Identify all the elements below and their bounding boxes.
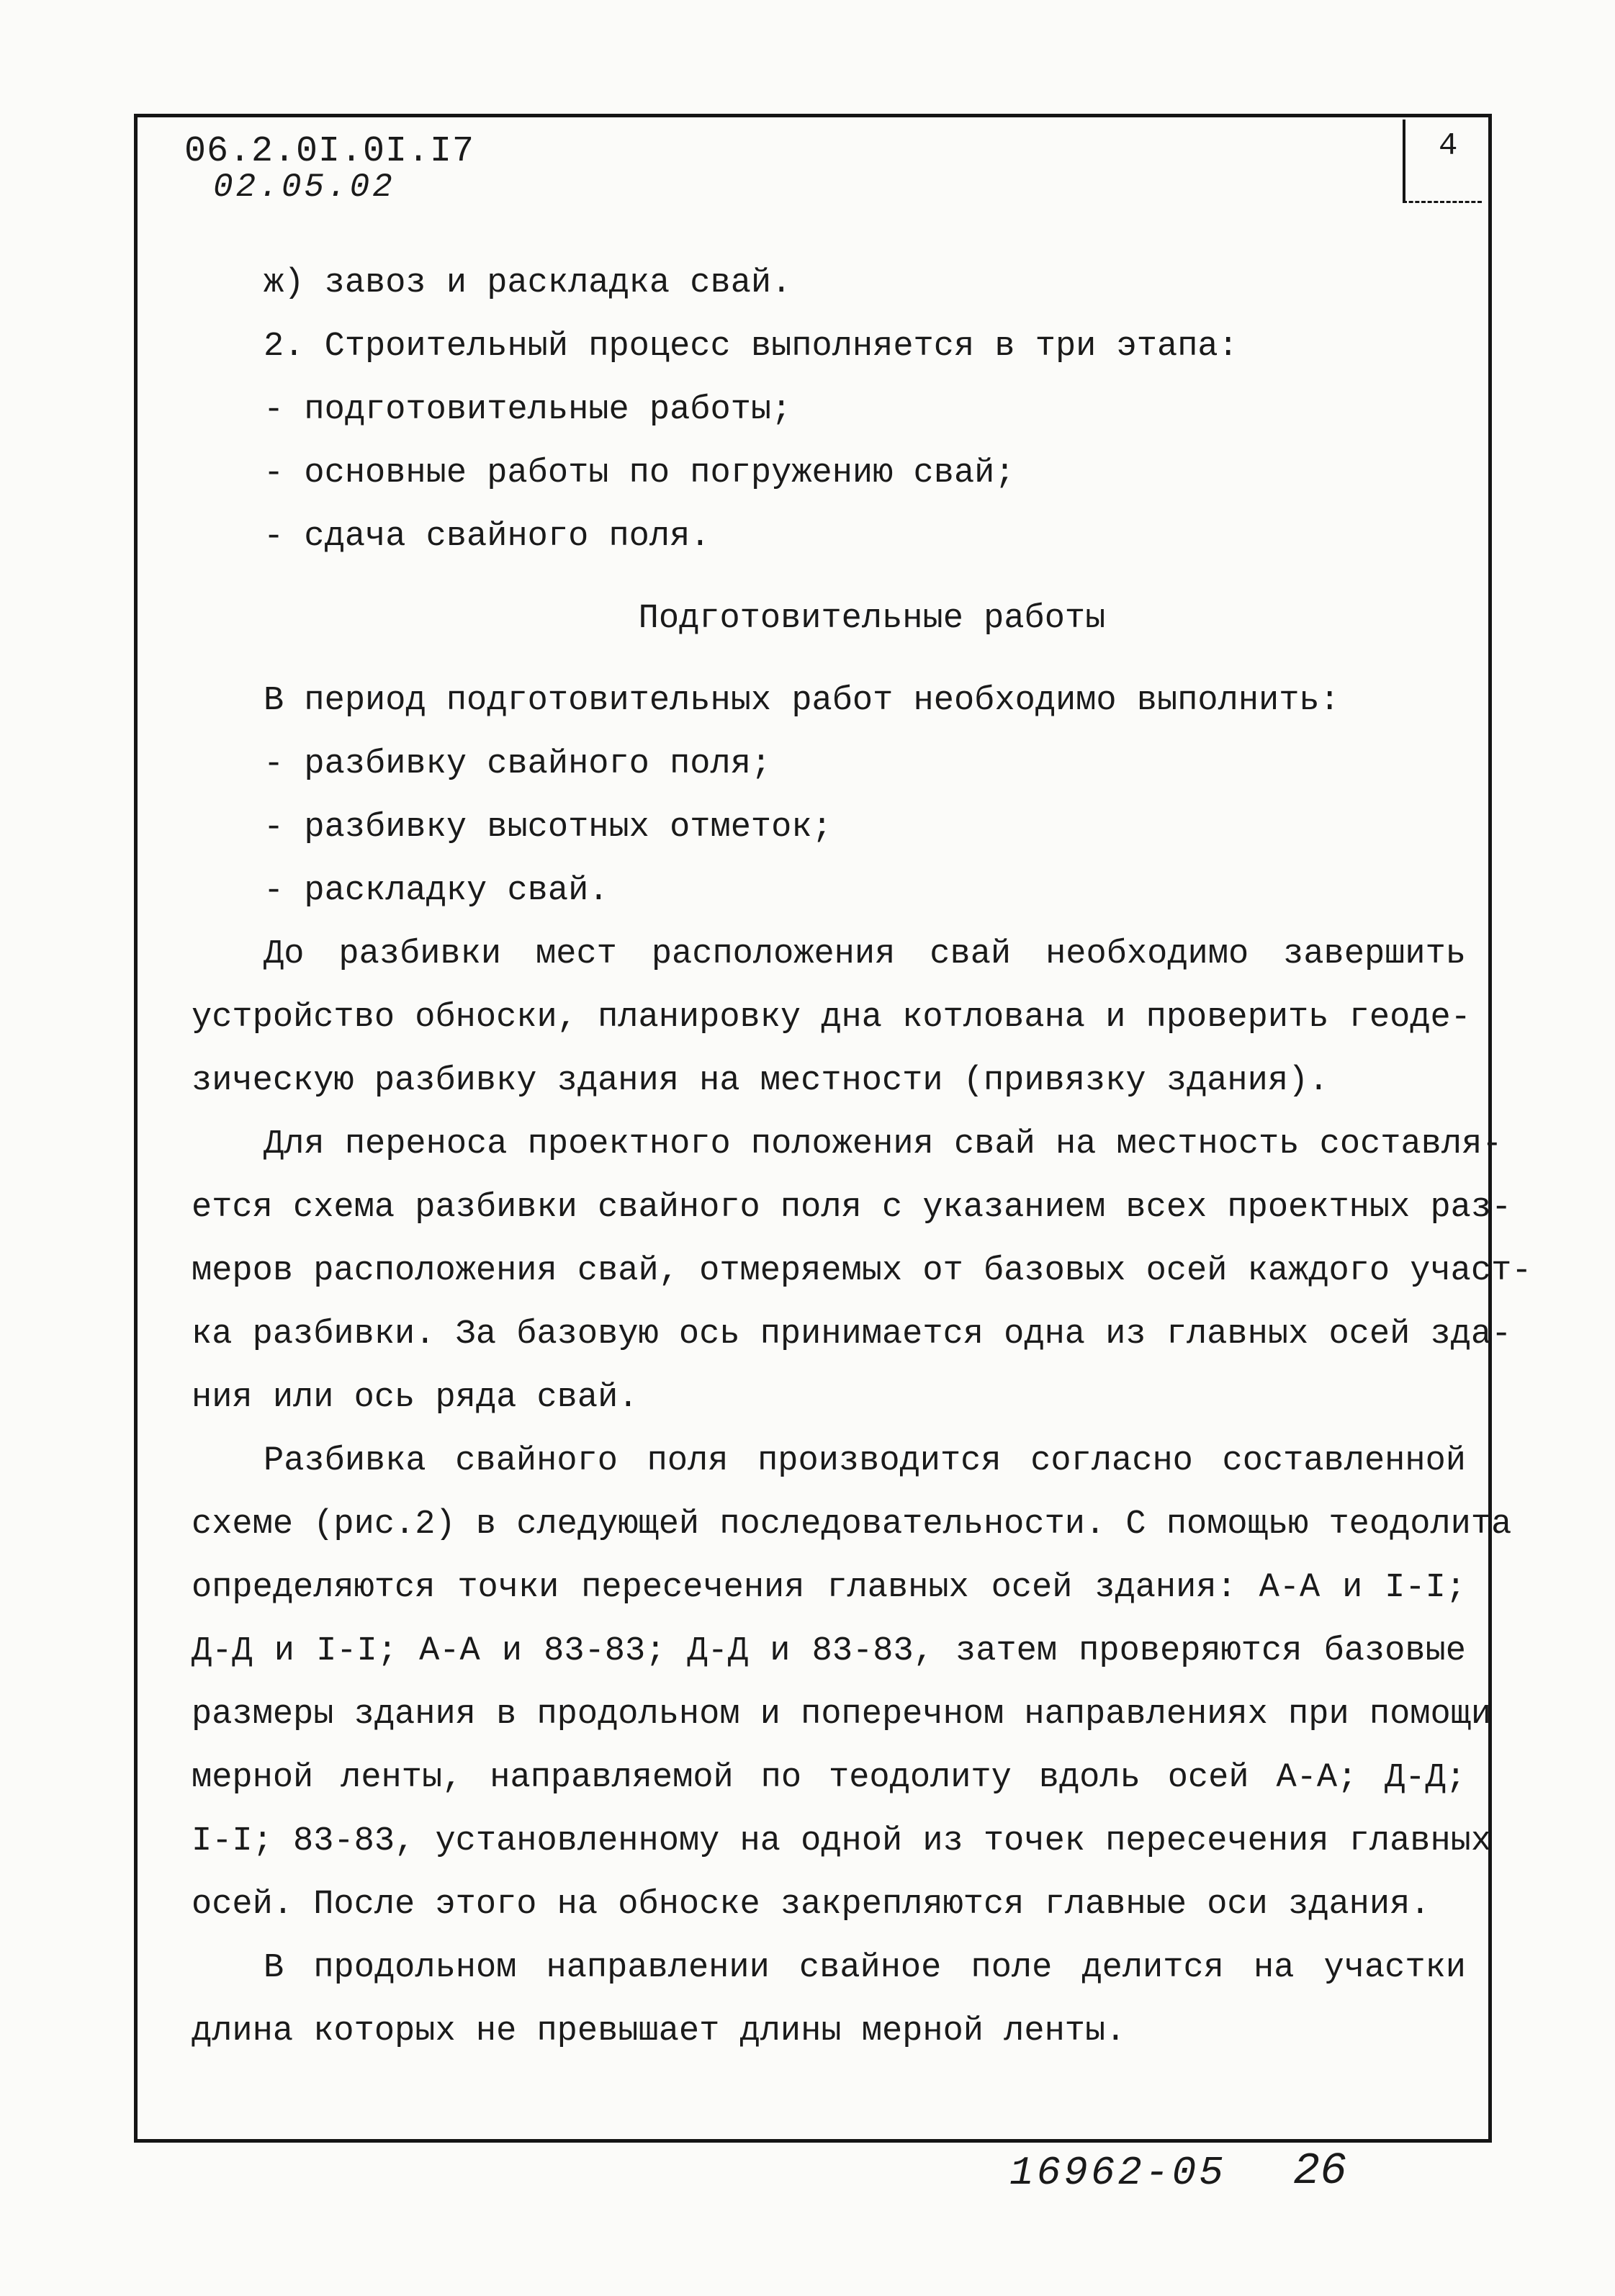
text-line: осей. После этого на обноске закрепляются главные оси здания.: [192, 1886, 1431, 1924]
section-heading: Подготовительные работы: [638, 600, 1106, 638]
text-line: ка разбивки. За базовую ось принимается одна из главных осей зда-: [192, 1315, 1512, 1354]
text-line: - сдача свайного поля.: [264, 518, 711, 556]
text-line: Для переноса проектного положения свай на местность составля-: [264, 1125, 1503, 1163]
text-line: В продольном направлении свайное поле делится на участки: [264, 1949, 1466, 1987]
text-line: 2. Строительный процесс выполняется в три этапа:: [264, 328, 1238, 366]
text-line: длина которых не превышает длины мерной ленты.: [192, 2012, 1126, 2050]
text-line: зическую разбивку здания на местности (привязку здания).: [192, 1062, 1329, 1100]
text-line: ется схема разбивки свайного поля с указанием всех проектных раз-: [192, 1189, 1512, 1227]
page-number: 4: [1439, 128, 1458, 164]
text-line: В период подготовительных работ необходимо выполнить:: [264, 682, 1340, 720]
text-line: - разбивку высотных отметок;: [264, 809, 832, 847]
text-line: размеры здания в продольном и поперечном направлениях при помощи: [192, 1696, 1492, 1734]
document-code: 06.2.0I.0I.I7: [184, 131, 475, 172]
text-line: Д-Д и I-I; А-А и 83-83; Д-Д и 83-83, затем проверяются базовые: [192, 1632, 1466, 1670]
text-line: определяются точки пересечения главных осей здания: А-А и I-I;: [192, 1569, 1466, 1607]
text-line: - подготовительные работы;: [264, 391, 792, 429]
text-line: меров расположения свай, отмеряемых от базовых осей каждого участ-: [192, 1252, 1532, 1290]
text-line: I-I; 83-83, установленному на одной из точек пересечения главных: [192, 1822, 1492, 1860]
text-line: ж) завоз и раскладка свай.: [264, 264, 792, 302]
document-date: 02.05.02: [213, 168, 395, 206]
text-line: - раскладку свай.: [264, 872, 609, 910]
text-line: До разбивки мест расположения свай необходимо завершить: [264, 935, 1466, 973]
footer-document-number: 16962-05: [1009, 2150, 1226, 2196]
text-line: схеме (рис.2) в следующей последовательности. С помощью теодолита: [192, 1505, 1512, 1544]
text-line: - разбивку свайного поля;: [264, 745, 772, 783]
text-line: - основные работы по погружению свай;: [264, 454, 1015, 492]
footer-sheet-number: 26: [1293, 2146, 1347, 2197]
text-line: устройство обноски, планировку дна котлована и проверить геоде-: [192, 999, 1471, 1037]
text-line: мерной ленты, направляемой по теодолиту вдоль осей А-А; Д-Д;: [192, 1759, 1466, 1797]
text-line: ния или ось ряда свай.: [192, 1379, 639, 1417]
document-body: [192, 252, 1532, 2063]
text-line: Разбивка свайного поля производится согласно составленной: [264, 1442, 1466, 1480]
